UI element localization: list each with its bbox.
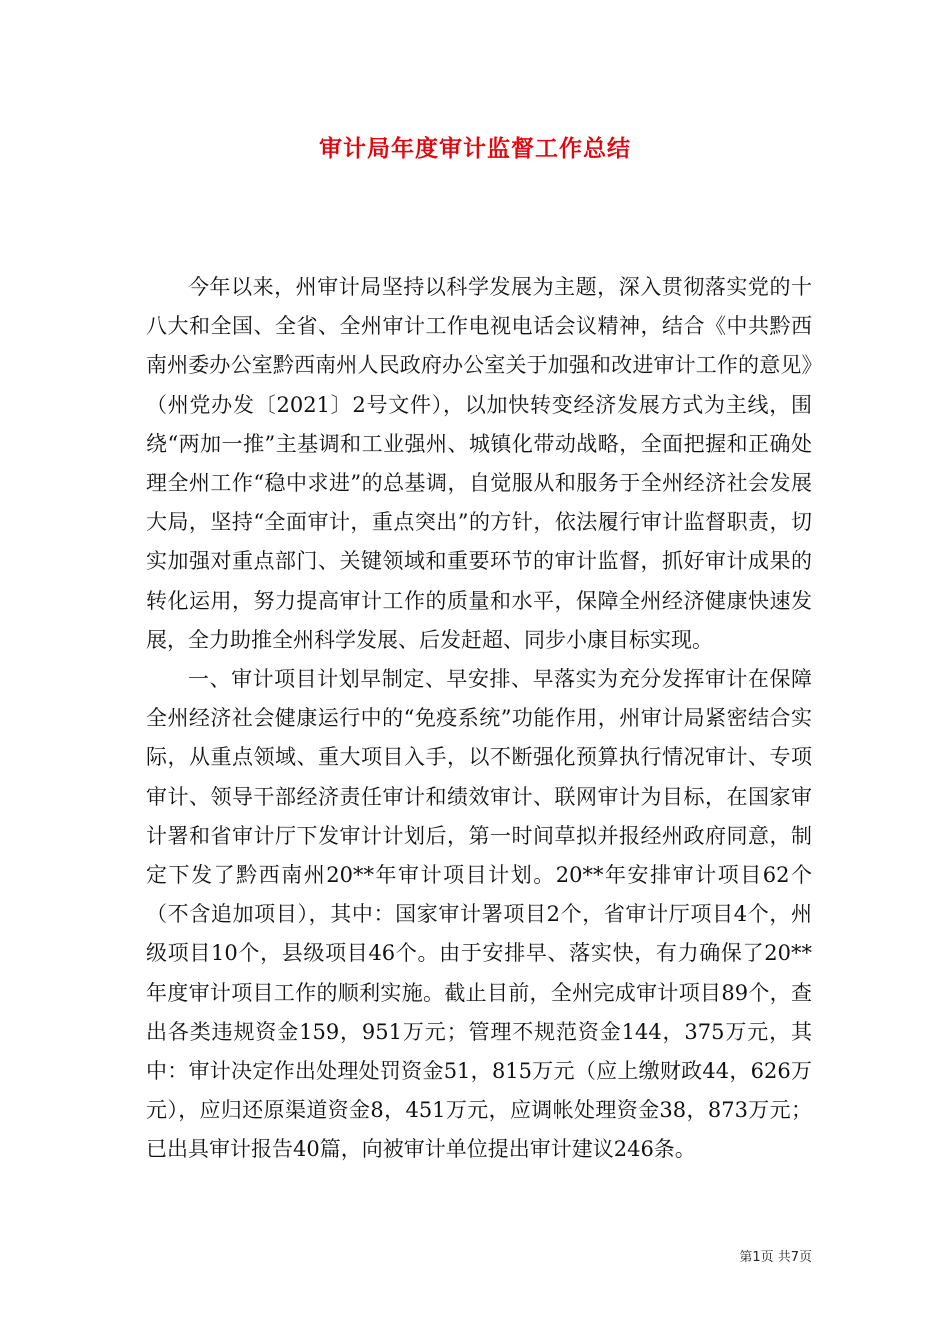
paragraph-section-one: 一、审计项目计划早制定、早安排、早落实为充分发挥审计在保障全州经济社会健康运行中的“免疫系统”功能作用，州审计局紧密结合实际，从重点领域、重大项目入手，以不断强化预算执行情况审计、专项审计、领导干部经济责任审计和绩效审计、联网审计为目标，在国家审计署和省审计厅下发审计计划后，第一时间草拟并报经州政府同意，制定下发了黔西南州20**年审计项目计划。20**年安排审计项目62个（不含追加项目），其中：国家审计署项目2个，省审计厅项目4个，州级项目10个，县级项目46个。由于安排早、落实快，有力确保了20**年度审计项目工作的顺利实施。截止目前，全州完成审计项目89个，查出各类违规资金159，951万元；管理不规范资金144，375万元，其中：审计决定作出处理处罚资金51，815万元（应上缴财政44，626万元），应归还原渠道资金8，451万元，应调帐处理资金38，873万元；已出具审计报告40篇，向被审计单位提出审计建议246条。 bbox=[146, 667, 812, 1162]
document-title: 审计局年度审计监督工作总结 bbox=[319, 136, 631, 162]
paragraph-intro: 今年以来，州审计局坚持以科学发展为主题，深入贯彻落实党的十八大和全国、全省、全州审计工作电视电话会议精神，结合《中共黔西南州委办公室黔西南州人民政府办公室关于加强和改进审计工作的意见》（州党办发〔2021〕2号文件），以加快转变经济发展方式为主线，围绕“两加一推”主基调和工业强州、城镇化带动战略，全面把握和正确处理全州工作“稳中求进”的总基调，自觉服从和服务于全州经济社会发展大局，坚持“全面审计，重点突出”的方针，依法履行审计监督职责，切实加强对重点部门、关键领域和重要环节的审计监督，抓好审计成果的转化运用，努力提高审计工作的质量和水平，保障全州经济健康快速发展，全力助推全州科学发展、后发赶超、同步小康目标实现。 bbox=[146, 275, 812, 652]
page-number-indicator: 第1页 共7页 bbox=[739, 1250, 812, 1265]
document-body bbox=[146, 268, 812, 1170]
